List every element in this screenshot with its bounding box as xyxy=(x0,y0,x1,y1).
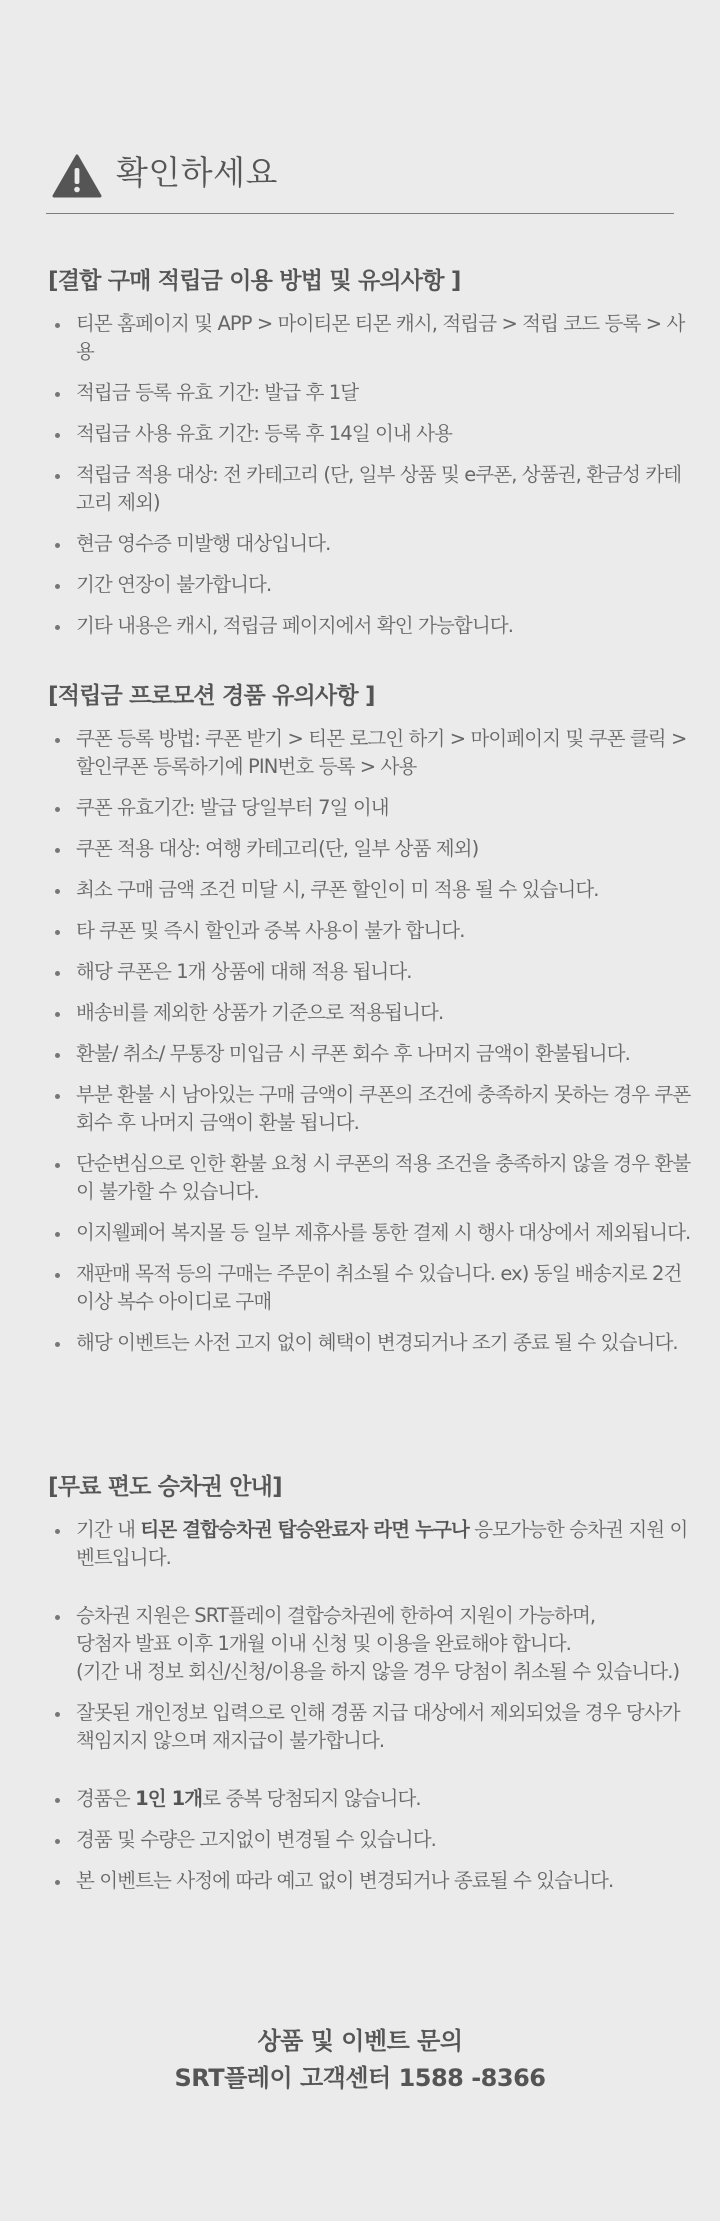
list-item: 쿠폰 적용 대상: 여행 카테고리(단, 일부 상품 제외) xyxy=(48,835,698,863)
contact-title: 상품 및 이벤트 문의 xyxy=(257,2027,463,2055)
list-item: 경품 및 수량은 고지없이 변경될 수 있습니다. xyxy=(48,1826,698,1854)
notice-header xyxy=(46,148,674,214)
section-accumulated-points xyxy=(48,265,698,640)
list-item: 승차권 지원은 SRT플레이 결합승차권에 한하여 지원이 가능하며, 당첨자 발표 이후 1개월 이내 신청 및 이용을 완료해야 합니다. (기간 내 정보 회신/신청/이용을 하지 않을 경우 당첨이 취소될 수 있습니다.) xyxy=(48,1602,698,1686)
section-title: [적립금 프로모션 경품 유의사항 ] xyxy=(48,683,375,709)
contact-phone: SRT플레이 고객센터 1588 -8366 xyxy=(174,2064,546,2092)
warning-triangle-icon xyxy=(52,154,102,198)
section-list xyxy=(48,1516,698,1895)
list-item: 배송비를 제외한 상품가 기준으로 적용됩니다. xyxy=(48,999,698,1027)
list-item: 본 이벤트는 사정에 따라 예고 없이 변경되거나 종료될 수 있습니다. xyxy=(48,1867,698,1895)
section-title: [무료 편도 승차권 안내] xyxy=(48,1474,282,1500)
list-item: 쿠폰 유효기간: 발급 당일부터 7일 이내 xyxy=(48,794,698,822)
list-item: 이지웰페어 복지몰 등 일부 제휴사를 통한 결제 시 행사 대상에서 제외됩니다. xyxy=(48,1219,698,1247)
notice-title: 확인하세요 xyxy=(116,153,278,192)
list-item: 부분 환불 시 남아있는 구매 금액이 쿠폰의 조건에 충족하지 못하는 경우 쿠폰 회수 후 나머지 금액이 환불 됩니다. xyxy=(48,1081,698,1137)
list-item: 기간 내 티몬 결합승차권 탑승완료자 라면 누구나 응모가능한 승차권 지원 이벤트입니다. xyxy=(48,1516,698,1572)
list-item: 해당 이벤트는 사전 고지 없이 혜택이 변경되거나 조기 종료 될 수 있습니다. xyxy=(48,1329,698,1357)
highlight-text: 1인 1개 xyxy=(135,1787,203,1810)
list-item: 적립금 등록 유효 기간: 발급 후 1달 xyxy=(48,379,698,407)
list-item: 쿠폰 등록 방법: 쿠폰 받기 > 티몬 로그인 하기 > 마이페이지 및 쿠폰 클릭 > 할인쿠폰 등록하기에 PIN번호 등록 > 사용 xyxy=(48,725,698,781)
list-item: 단순변심으로 인한 환불 요청 시 쿠폰의 적용 조건을 충족하지 않을 경우 환불이 불가할 수 있습니다. xyxy=(48,1150,698,1206)
list-item: 재판매 목적 등의 구매는 주문이 취소될 수 있습니다. ex) 동일 배송지로 2건 이상 복수 아이디로 구매 xyxy=(48,1260,698,1316)
list-item: 현금 영수증 미발행 대상입니다. xyxy=(48,530,698,558)
section-list xyxy=(48,310,698,640)
list-item: 적립금 사용 유효 기간: 등록 후 14일 이내 사용 xyxy=(48,420,698,448)
list-item: 환불/ 취소/ 무통장 미입금 시 쿠폰 회수 후 나머지 금액이 환불됩니다. xyxy=(48,1040,698,1068)
highlight-text: 티몬 결합승차권 탑승완료자 라면 누구나 xyxy=(140,1518,469,1541)
section-list xyxy=(48,725,698,1357)
list-item: 기간 연장이 불가합니다. xyxy=(48,571,698,599)
list-item: 잘못된 개인정보 입력으로 인해 경품 지급 대상에서 제외되었을 경우 당사가 책임지지 않으며 재지급이 불가합니다. xyxy=(48,1699,698,1755)
list-item: 타 쿠폰 및 즉시 할인과 중복 사용이 불가 합니다. xyxy=(48,917,698,945)
section-title: [결합 구매 적립금 이용 방법 및 유의사항 ] xyxy=(48,268,461,294)
list-item: 티몬 홈페이지 및 APP > 마이티몬 티몬 캐시, 적립금 > 적립 코드 등록 > 사용 xyxy=(48,310,698,366)
list-item: 최소 구매 금액 조건 미달 시, 쿠폰 할인이 미 적용 될 수 있습니다. xyxy=(48,876,698,904)
section-free-ticket xyxy=(48,1471,698,1895)
contact-footer xyxy=(0,2023,720,2097)
list-item: 기타 내용은 캐시, 적립금 페이지에서 확인 가능합니다. xyxy=(48,612,698,640)
list-item: 해당 쿠폰은 1개 상품에 대해 적용 됩니다. xyxy=(48,958,698,986)
list-item: 경품은 1인 1개로 중복 당첨되지 않습니다. xyxy=(48,1785,698,1813)
section-promotion-prize xyxy=(48,680,698,1357)
list-item: 적립금 적용 대상: 전 카테고리 (단, 일부 상품 및 e쿠폰, 상품권, 환금성 카테고리 제외) xyxy=(48,461,698,517)
